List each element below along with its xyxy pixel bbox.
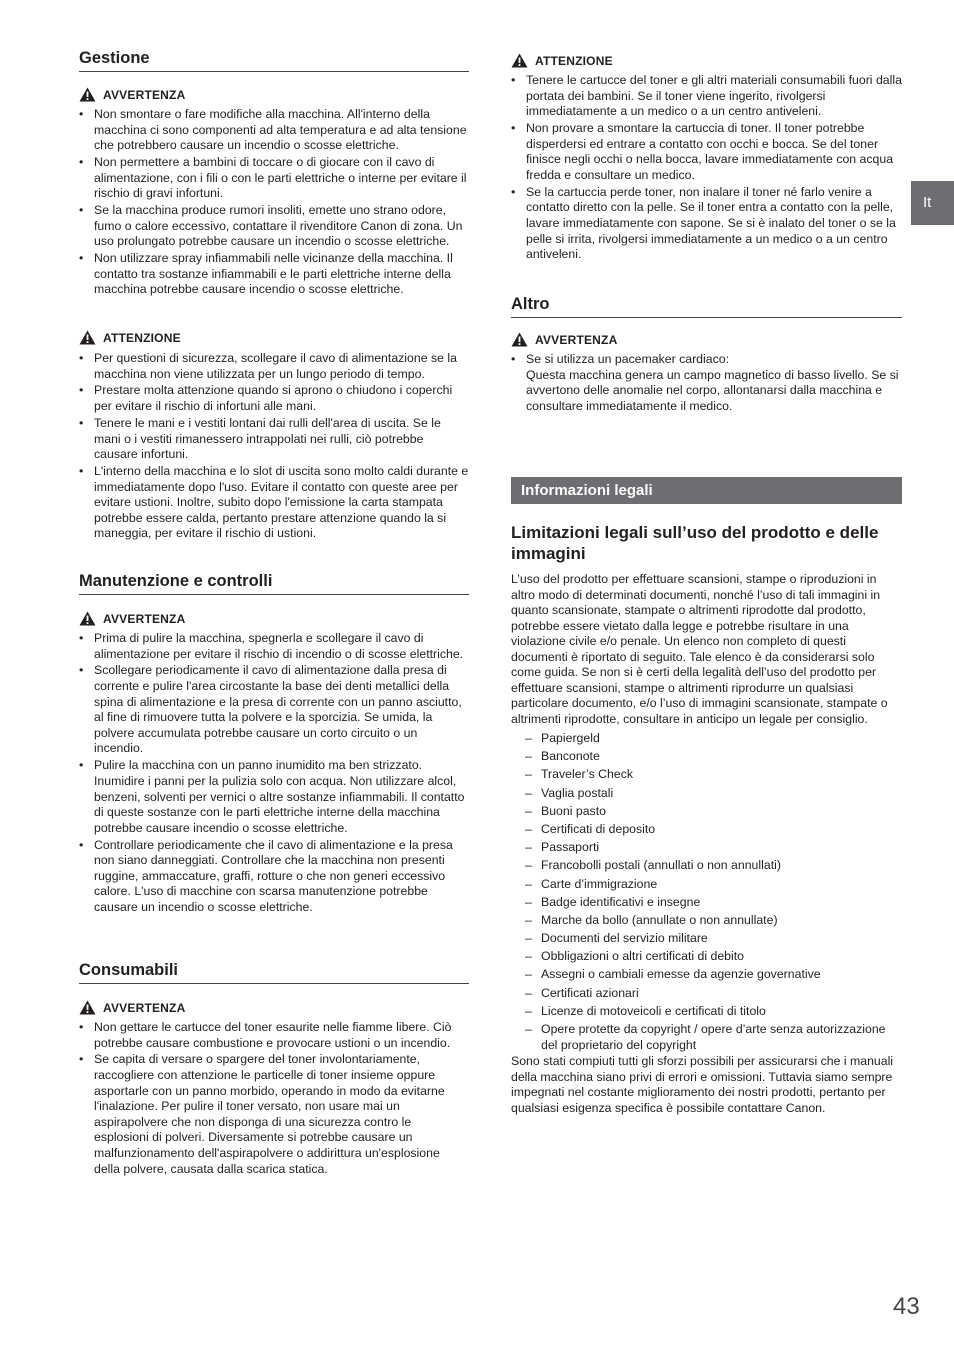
attenzione-header xyxy=(511,53,613,68)
section-title-manutenzione: Manutenzione e controlli xyxy=(79,571,469,595)
list-item: – Buoni pasto xyxy=(525,804,902,820)
list-item: – Certificati di deposito xyxy=(525,822,902,838)
caution-label: ATTENZIONE xyxy=(103,330,181,345)
warning-triangle-icon xyxy=(79,611,96,626)
list-item: • Non provare a smontare la cartuccia di toner. Il toner potrebbe disperdersi ed entrare a contatto con occhi e bocca. Se del toner finisce negli occhi o nella bocca, lavare immediatamente con acqua fredda e consultare un medico. xyxy=(511,121,902,183)
warning-label: AVVERTENZA xyxy=(103,1000,186,1015)
list-item: • Prestare molta attenzione quando si aprono o chiudono i coperchi per evitare il rischio di infortuni alle mani. xyxy=(79,383,469,414)
legal-banner: Informazioni legali xyxy=(511,477,902,504)
warning-triangle-icon xyxy=(79,330,96,345)
list-item: • Prima di pulire la macchina, spegnerla e scollegare il cavo di alimentazione per evitare il rischio di incendio o di scosse elettriche. xyxy=(79,631,469,662)
avvertenza-header xyxy=(511,332,617,347)
list-item: – Documenti del servizio militare xyxy=(525,931,902,947)
warning-label: AVVERTENZA xyxy=(103,611,186,626)
language-tab: It xyxy=(911,181,954,225)
section-title-altro: Altro xyxy=(511,294,902,318)
attenzione-header xyxy=(79,330,181,345)
list-item: • Non smontare o fare modifiche alla macchina. All'interno della macchina ci sono componenti ad alta temperatura e ad alta tensione che potrebbero causare un incendio o scosse elettriche. xyxy=(79,107,469,154)
gestione-avvertenza-list xyxy=(79,107,469,299)
list-item: – Certificati azionari xyxy=(525,986,902,1002)
list-item: • Se capita di versare o spargere del toner involontariamente, raccogliere con attenzione le particelle di toner insieme oppure asportarle con un panno morbido, operando in modo da evitarne l'inalazione. Per pulire il toner versato, non usare mai un aspirapolvere che non disponga di una sicurezza contro le esplosioni di polveri. Diversamente si potrebbe causare un malfunzionamento dell'aspirapolvere o addirittura un'esplosione della polvere, causata dalla scarica statica. xyxy=(79,1052,469,1177)
gestione-attenzione-list xyxy=(79,351,469,543)
legal-heading: Limitazioni legali sull’uso del prodotto e delle immagini xyxy=(511,523,879,563)
list-item: – Carte d’immigrazione xyxy=(525,877,902,893)
list-item: – Vaglia postali xyxy=(525,786,902,802)
list-item: – Licenze di motoveicoli e certificati di titolo xyxy=(525,1004,902,1020)
list-item: – Passaporti xyxy=(525,840,902,856)
avvertenza-header xyxy=(79,87,185,102)
warning-triangle-icon xyxy=(511,53,528,68)
list-item: • Se la macchina produce rumori insoliti, emette uno strano odore, fumo o calore eccessivo, contattare il rivenditore Canon di zona. Un uso prolungato potrebbe causare un incendio o scosse elettriche. xyxy=(79,203,469,250)
list-item: • Tenere le cartucce del toner e gli altri materiali consumabili fuori dalla portata dei bambini. Se il toner viene ingerito, rivolgersi immediatamente a un medico o a un centro antiveleni. xyxy=(511,73,902,120)
list-item: – Assegni o cambiali emesse da agenzie governative xyxy=(525,967,902,983)
list-item: – Banconote xyxy=(525,749,902,765)
avvertenza-header xyxy=(79,1000,185,1015)
list-item: – Traveler’s Check xyxy=(525,767,902,783)
list-item: – Opere protette da copyright / opere d’arte senza autorizzazione del proprietario del copyright xyxy=(525,1022,902,1053)
altro-list xyxy=(511,352,902,416)
list-item: • Se la cartuccia perde toner, non inalare il toner né farlo venire a contatto diretto con la pelle. Se il toner entra a contatto con la pelle, lavare immediatamente con sapone. Se si è inalato del toner o se la pelle si irrita, rivolgersi immediatamente a un medico o a un centro antiveleni. xyxy=(511,185,902,263)
pacemaker-detail: Questa macchina genera un campo magnetico di basso livello. Se si avvertono delle anomalie nel corpo, allontanarsi dalla macchina e consultare immediatamente il medico. xyxy=(526,367,899,413)
avvertenza-header xyxy=(79,611,185,626)
list-item: • Non utilizzare spray infiammabili nelle vicinanze della macchina. Il contatto tra sostanze infiammabili e le parti elettriche interne della macchina potrebbe causare incendio o scosse elettriche. xyxy=(79,251,469,298)
caution-label: ATTENZIONE xyxy=(535,53,613,68)
list-item: • Non gettare le cartucce del toner esaurite nelle fiamme libere. Ciò potrebbe causare combustione e provocare ustioni o un incendio. xyxy=(79,1020,469,1051)
page-number: 43 xyxy=(893,1293,920,1320)
warning-triangle-icon xyxy=(79,87,96,102)
legal-closing: Sono stati compiuti tutti gli sforzi possibili per assicurarsi che i manuali della macchina siano privi di errori e omissioni. Tuttavia siamo sempre impegnati nel costante miglioramento dei nostri prodotti, pertanto per qualsiasi esigenza specifica è possibile contattare Canon. xyxy=(511,1054,894,1115)
list-item: • L'interno della macchina e lo slot di uscita sono molto caldi durante e immediatamente dopo l'uso. Evitare il contatto con queste aree per evitare ustioni. Inoltre, subito dopo l'emissione la carta stampata potrebbe essere calda, pertanto prestare attenzione quando la si maneggia, per evitare il rischio di ustioni. xyxy=(79,464,469,542)
list-item: • Per questioni di sicurezza, scollegare il cavo di alimentazione se la macchina non viene utilizzata per un lungo periodo di tempo. xyxy=(79,351,469,382)
consumabili-list xyxy=(79,1020,469,1179)
list-item: • Scollegare periodicamente il cavo di alimentazione dalla presa di corrente e pulire l'area circostante la base dei denti metallici della spina di alimentazione e la presa di corrente con un panno asciutto, al fine di rimuovere tutta la polvere e la sporcizia. Se umida, la polvere accumulata potrebbe causare un corto circuito o un incendio. xyxy=(79,663,469,757)
list-item: – Papiergeld xyxy=(525,731,902,747)
manutenzione-list xyxy=(79,631,469,917)
list-item: – Obbligazioni o altri certificati di debito xyxy=(525,949,902,965)
list-item: • Pulire la macchina con un panno inumidito ma ben strizzato. Inumidire i panni per la pulizia solo con acqua. Non utilizzare alcol, benzeni, solventi per vernici o altre sostanze infiammabili. Il contatto di queste sostanze con le parti elettriche interne della macchina potrebbe causare incendio o scosse elettriche. xyxy=(79,758,469,836)
list-item: – Badge identificativi e insegne xyxy=(525,895,902,911)
list-item: • Controllare periodicamente che il cavo di alimentazione e la presa non siano danneggiati. Controllare che la macchina non presenti ruggine, ammaccature, graffi, rotture o che non generi eccessivo calore. L'uso di macchine con scarsa manutenzione potrebbe causare un incendio o scosse elettriche. xyxy=(79,838,469,916)
warning-triangle-icon xyxy=(511,332,528,347)
prohibited-documents-list xyxy=(525,731,902,1056)
list-item: – Marche da bollo (annullate o non annullate) xyxy=(525,913,902,929)
list-item: • Non permettere a bambini di toccare o di giocare con il cavo di alimentazione, con i fili o con le parti elettriche o interne per evitare il rischio di gravi infortuni. xyxy=(79,155,469,202)
section-title-consumabili: Consumabili xyxy=(79,960,469,984)
list-item xyxy=(511,352,902,414)
warning-label: AVVERTENZA xyxy=(103,87,186,102)
list-item: • Tenere le mani e i vestiti lontani dai rulli dell'area di uscita. Se le mani o i vestiti rimanessero intrappolati nei rulli, ciò potrebbe causare infortuni. xyxy=(79,416,469,463)
consumabili-attenzione-list xyxy=(511,73,902,264)
section-title-gestione: Gestione xyxy=(79,48,469,72)
legal-intro: L’uso del prodotto per effettuare scansioni, stampe o riproduzioni in altro modo di determinati documenti, nonché l’uso di tali immagini in quanto scansionate, stampate o altrimenti riprodotte dal prodotto, potrebbe essere vietato dalla legge e potrebbe risultare in una violazione civile e/o penale. Un elenco non completo di questi documenti è riportato di seguito. Tale elenco è da considerarsi solo come guida. Se non si è certi della legalità dell’uso del prodotto per effettuare scansioni, stampe o altrimenti riprodurre un qualsiasi particolare documento, e/o l’uso di immagini scansionate, stampate o altrimenti riprodotte, consultare in anticipo un legale per consiglio. xyxy=(511,572,888,726)
warning-label: AVVERTENZA xyxy=(535,332,618,347)
pacemaker-line: • Se si utilizza un pacemaker cardiaco: xyxy=(526,352,729,366)
list-item: – Francobolli postali (annullati o non annullati) xyxy=(525,858,902,874)
warning-triangle-icon xyxy=(79,1000,96,1015)
